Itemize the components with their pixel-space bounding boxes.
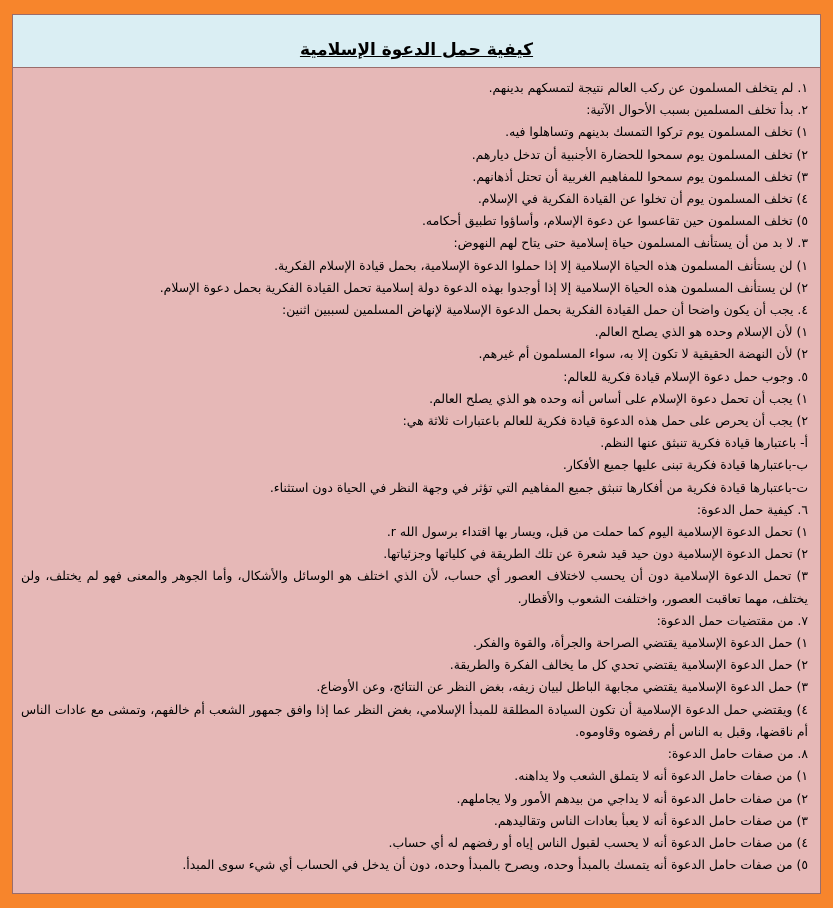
text-line: ١. لم يتخلف المسلمون عن ركب العالم نتيجة لتمسكهم بدينهم. <box>488 80 808 95</box>
text-line: ٨. من صفات حامل الدعوة: <box>667 746 808 762</box>
text-line: ١) من صفات حامل الدعوة أنه لا يتملق الشعب ولا يداهنه. <box>514 768 808 784</box>
text-line: أ- باعتبارها قيادة فكرية تنبثق عنها النظم. <box>600 435 808 451</box>
document-frame <box>12 14 821 894</box>
text-line: ٤) تخلف المسلمون يوم أن تخلوا عن القيادة الفكرية في الإسلام. <box>477 191 808 207</box>
text-line: ت-باعتبارها قيادة فكرية من أفكارها تنبثق جميع المفاهيم التي تؤثر في وجهة النظر في الحياة دون استثناء. <box>269 479 808 495</box>
document-body <box>21 77 808 876</box>
text-line: ٢) يجب أن يحرص على حمل هذه الدعوة قيادة فكرية للعالم باعتبارات ثلاثة هي: <box>402 413 808 429</box>
text-line: ١) يجب أن تحمل دعوة الإسلام على أساس أنه وحده هو الذي يصلح العالم. <box>429 390 808 406</box>
text-line: ٤) ويقتضي حمل الدعوة الإسلامية أن تكون السيادة المطلقة للمبدأ الإسلامي، بغض النظر عما إذا وافق جمهور الشعب أم خالفهم، وتمشى مع عادات الناس أم ناقضها، وقبل به الناس أم رفضوه وقاوموه. <box>21 701 808 739</box>
text-line: ٥. وجوب حمل دعوة الإسلام قيادة فكرية للعالم: <box>563 368 808 384</box>
text-line: ١) لن يستأنف المسلمون هذه الحياة الإسلامية إلا إذا حملوا الدعوة الإسلامية، بحمل قيادة الإسلام الفكرية. <box>274 257 808 273</box>
title-bar <box>13 15 820 68</box>
text-line: ب-باعتبارها قيادة فكرية تبنى عليها جميع الأفكار. <box>562 457 808 473</box>
text-line: ٣) من صفات حامل الدعوة أنه لا يعبأ بعادات الناس وتقاليدهم. <box>493 812 808 828</box>
text-line: ٤. يجب أن يكون واضحا أن حمل القيادة الفكرية بحمل الدعوة الإسلامية لإنهاض المسلمين لسببين اثنين: <box>282 302 808 318</box>
text-line: ١) لأن الإسلام وحده هو الذي يصلح العالم. <box>594 324 808 340</box>
text-line: ٥) تخلف المسلمون حين تقاعسوا عن دعوة الإسلام، وأساؤوا تطبيق أحكامه. <box>421 213 808 229</box>
text-line: ٢. بدأ تخلف المسلمين بسبب الأحوال الآتية: <box>586 102 808 118</box>
text-line: ٤) من صفات حامل الدعوة أنه لا يحسب لقبول الناس إياه أو رفضهم له أي حساب. <box>388 834 808 850</box>
text-line: ٢) تخلف المسلمون يوم سمحوا للحضارة الأجنبية أن تدخل ديارهم. <box>471 146 808 162</box>
text-line: ٣. لا بد من أن يستأنف المسلمون حياة إسلامية حتى يتاح لهم النهوض: <box>453 235 808 251</box>
page-title: كيفية حمل الدعوة الإسلامية <box>299 40 534 60</box>
text-line: ٦. كيفية حمل الدعوة: <box>696 501 808 517</box>
text-line: ١) تخلف المسلمون يوم تركوا التمسك بدينهم وتساهلوا فيه. <box>505 124 808 140</box>
text-line: ٧. من مقتضيات حمل الدعوة: <box>656 612 808 628</box>
text-line: ٣) تحمل الدعوة الإسلامية دون أن يحسب لاختلاف العصور أي حساب، لأن الذي اختلف هو الوسائل والأشكال، وأما الجوهر والمعنى فهو لم يختلف، ولن يختلف، مهما تعاقبت العصور، واختلفت الشعوب والأقطار. <box>21 568 808 606</box>
text-line: ١) حمل الدعوة الإسلامية يقتضي الصراحة والجرأة، والقوة والفكر. <box>472 635 808 651</box>
text-line: ٢) من صفات حامل الدعوة أنه لا يداجي من بيدهم الأمور ولا يجاملهم. <box>456 790 808 806</box>
text-line: ٢) لأن النهضة الحقيقية لا تكون إلا به، سواء المسلمون أم غيرهم. <box>478 346 808 362</box>
text-line: ١) تحمل الدعوة الإسلامية اليوم كما حملت من قبل، ويسار بها اقتداء برسول الله r. <box>386 524 808 540</box>
text-line: ٣) حمل الدعوة الإسلامية يقتضي مجابهة الباطل لبيان زيفه، بغض النظر عن النتائج، وعن الأوضاع. <box>316 679 808 695</box>
text-line: ٢) لن يستأنف المسلمون هذه الحياة الإسلامية إلا إذا أوجدوا بهذه الدعوة دولة إسلامية تحمل القيادة الفكرية بحمل دعوة الإسلام. <box>159 279 808 295</box>
text-line: ٢) تحمل الدعوة الإسلامية دون حيد قيد شعرة عن تلك الطريقة في كلياتها وجزئياتها. <box>383 546 808 562</box>
text-line: ٣) تخلف المسلمون يوم سمحوا للمفاهيم الغربية أن تحتل أذهانهم. <box>472 168 808 184</box>
text-line: ٥) من صفات حامل الدعوة أنه يتمسك بالمبدأ وحده، ويصرح بالمبدأ وحده، دون أن يدخل في الحساب أي شيء سوى المبدأ. <box>182 857 808 873</box>
text-line: ٢) حمل الدعوة الإسلامية يقتضي تحدي كل ما يخالف الفكرة والطريقة. <box>449 657 808 673</box>
